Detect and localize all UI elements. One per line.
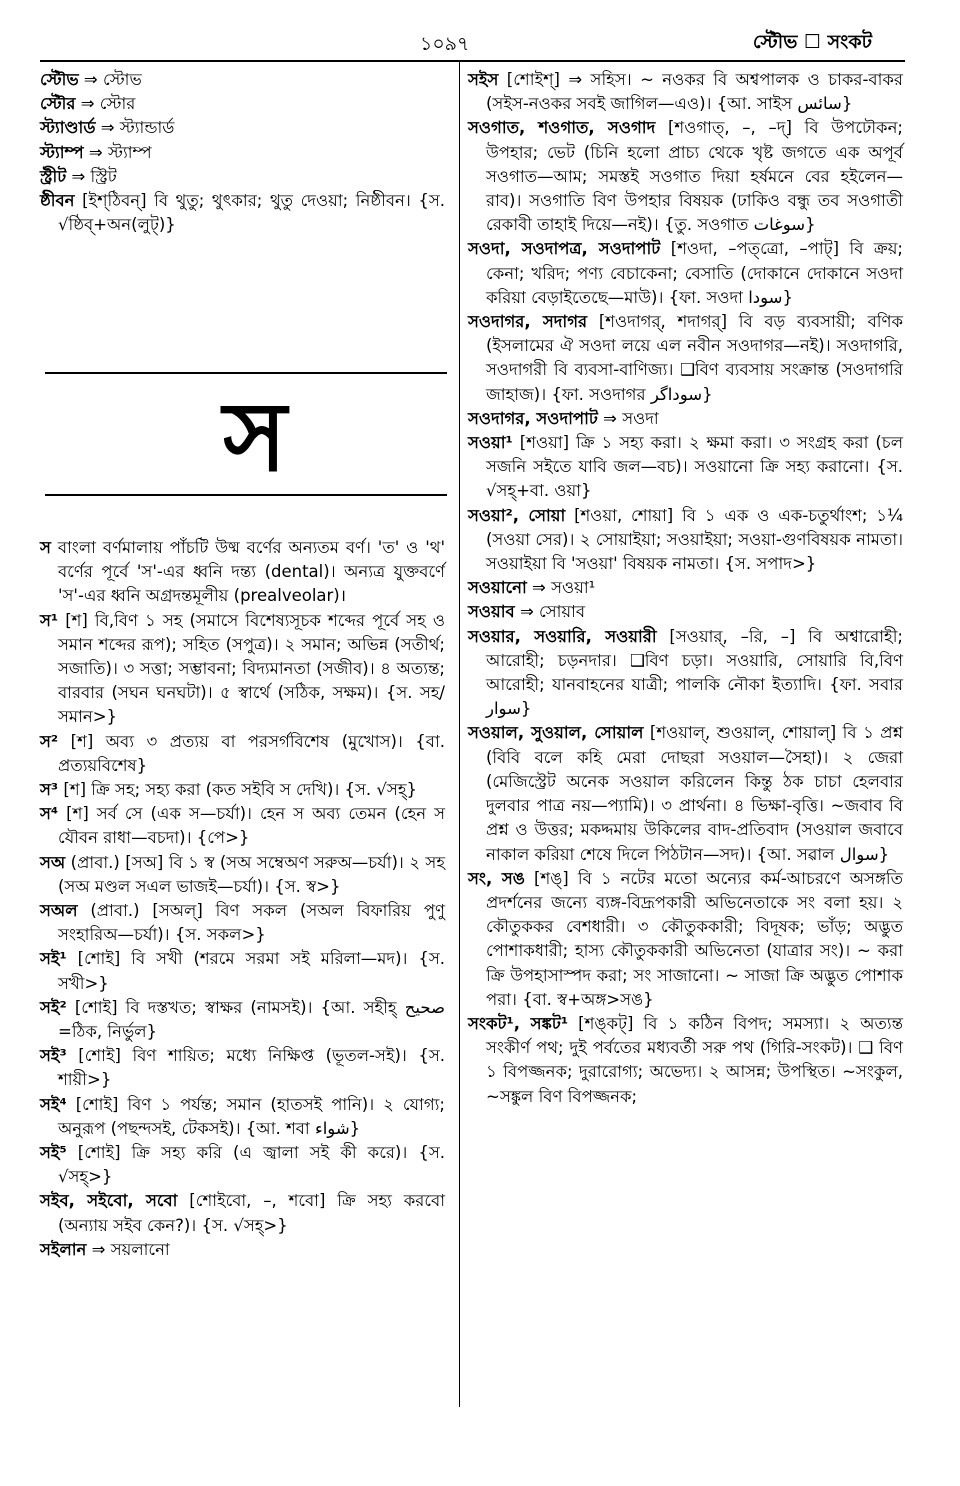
definition: ⇒ স্ট্যান্ডার্ড xyxy=(95,118,175,138)
definition: [শওদাগর্‌, শদাগর্‌] বি বড় ব্যবসায়ী; বণিক (ইসলামের ঐ সওদা লয়ে এল নবীন সওদাগর—নই)। সওদাগরি, সওদাগরী বি ব্যবসা-বাণিজ্য। ❑বিণ ব্যবসায় সংক্রান্ত (সওদাগরি জাহাজ)। {ফা. সওদাগর سوداگر} xyxy=(486,312,903,404)
headword: সওয়ার, সওয়ারি, সওয়ারী xyxy=(468,626,657,646)
dictionary-entry xyxy=(40,778,445,802)
dictionary-entry xyxy=(468,116,903,237)
left-column-bottom xyxy=(40,536,445,1262)
headword: স্ট্রীট xyxy=(40,166,67,186)
definition: ⇒ সোয়াব xyxy=(514,602,586,622)
definition: [শোই] ক্রি সহ্য করি (এ জ্বালা সই কী করে)। {স. √সহ্‌>} xyxy=(58,1143,445,1187)
definition: [শ] ক্রি সহ; সহ্য করা (কত সইবি স দেখি)। {স. √সহ্‌} xyxy=(58,780,417,800)
headword: সই² xyxy=(40,997,67,1017)
dictionary-entry xyxy=(40,68,445,92)
definition: [শোই] বিণ ১ পর্যন্ত; সমান (হাতসই পানি)। ২ যোগ্য; অনুরূপ (পছন্দসই, টেকসই)। {আ. শবা شواء} xyxy=(58,1094,445,1138)
headword: সওয়া², সোয়া xyxy=(468,505,566,525)
definition: [শোই] বি সখী (শরমে সরমা সই মরিলা—মদ)। {স. সখী>} xyxy=(58,949,445,993)
headword: স³ xyxy=(40,780,59,800)
headword: সঅল xyxy=(40,901,78,921)
dictionary-entry xyxy=(40,165,445,189)
dictionary-entry xyxy=(40,189,445,237)
dictionary-entry xyxy=(468,867,903,1012)
definition: ⇒ স্ট্যাম্প xyxy=(83,142,152,162)
dictionary-entry xyxy=(40,1141,445,1189)
definition: [শওদা, –পত্‌ত্রো, –পাট্‌] বি ক্রয়; কেনা; খরিদ; পণ্য বেচাকেনা; বেসাতি (দোকানে দোকানে সওদা করিয়া বেড়াইতেছে—মাউ)। {ফা. সওদা سودا} xyxy=(486,239,903,307)
definition: [শওগাত্‌, –, –দ্‌] বি উপঢৌকন; উপহার; ভেট (চিনি হলো প্রাচ্য থেকে খৃষ্ট জগতে এক অপূর্ব সওগাত—আম; সমস্তই সওগাত দিয়া হর্ষমনে বের হইলেন—রাব)। সওগাতি বিণ উপহার বিষয়ক (ঢাকিও বন্ধু তব সওগাতী রেকাবী তাহাই দিয়ে—নই)। {তু. সওগাত سوغات} xyxy=(486,118,903,235)
headword: সই³ xyxy=(40,1046,67,1066)
top-rule xyxy=(40,60,905,62)
headword: সই¹ xyxy=(40,949,67,969)
headword: সওয়া¹ xyxy=(468,433,513,453)
definition: [শোইশ্‌] ⇒ সহিস। ~ নওকর বি অশ্বপালক ও চাকর-বাকর (সইস-নওকর সবই জাগিল—এও)। {আ. সাইস سائس} xyxy=(486,70,903,114)
dictionary-entry xyxy=(468,68,903,116)
definition: ⇒ স্ট্রিট xyxy=(66,166,117,186)
definition: [শওয়াল্‌, শুওয়াল্‌, শোয়াল্‌] বি ১ প্রশ্ন (বিবি বলে কহি মেরা দোছরা সওয়াল—সৈহা)। ২ জেরা (মেজিস্ট্রেট অনেক সওয়াল করিলেন কিন্তু ঠক চাচা হেলবার দুলবার পাত্র নয়—প্যামি)। ৩ প্রার্থনা। ৪ ভিক্ষা-বৃত্তি। ~জবাব বি প্রশ্ন ও উত্তর; মকদ্দমায় উকিলের বাদ-প্রতিবাদ (সওয়াল জবাবে নাকাল করিয়া শেষে দিলে পিঠটান—সদ)। {আ. সৱাল سوال} xyxy=(486,723,903,864)
definition: ⇒ স্টোর xyxy=(75,94,136,114)
dictionary-entry xyxy=(40,609,445,730)
headword: সই⁵ xyxy=(40,1143,67,1163)
headword: সঅ xyxy=(40,852,66,872)
dictionary-entry xyxy=(40,1044,445,1092)
definition: (প্রাবা.) [সঅল্‌] বিণ সকল (সঅল বিফারিয় পুণু সংহারিঅ—চর্যা)। {স. সকল>} xyxy=(58,901,445,945)
headword: স্টৌর xyxy=(40,94,76,114)
definition: ⇒ সওয়া¹ xyxy=(526,578,596,598)
definition: [শ] বি,বিণ ১ সহ (সমাসে বিশেষ্যসূচক শব্দের পূর্বে সহ ও সমান শব্দের রূপ); সহিত (সপুত্র)। ২ সমান; অভিন্ন (সতীর্থ; সজাতি)। ৩ সত্তা; সম্ভাবনা; বিদ্যমানতা (সজীব)। ৪ অত্যন্ত; বারবার (সঘন ঘনঘটা)। ৫ স্বার্থে (সঠিক, সক্ষম)। {স. সহ/সমান>} xyxy=(58,610,445,727)
headword: সওদাগর, সওদাপাট xyxy=(468,408,598,428)
headword: সওয়াল, সুওয়াল, সোয়াল xyxy=(468,723,644,743)
dictionary-entry xyxy=(468,1012,903,1109)
left-column-top xyxy=(40,68,445,237)
headword: স⁴ xyxy=(40,804,59,824)
definition: [শওয়া] ক্রি ১ সহ্য করা। ২ ক্ষমা করা। ৩ সংগ্রহ করা (চল সজনি সইতে যাবি জল—বচ)। সওয়ানো ক্রি সহ্য করানো। {স. √সহ্‌+বা. ওয়া} xyxy=(486,433,903,501)
section-rule-bottom xyxy=(45,494,447,496)
definition: ⇒ সওদা xyxy=(597,408,659,428)
definition: [শঙ্‌কট্‌] বি ১ কঠিন বিপদ; সমস্যা। ২ অত্যন্ত সংকীর্ণ পথ; দুই পর্বতের মধ্যবর্তী সরু পথ (গিরি-সংকট)। ❑ বিণ ১ বিপজ্জনক; দুরারোগ্য; অভেদ্য। ২ আসন্ন; উপস্থিত। ~সংকুল, ~সঙ্কুল বিণ বিপজ্জনক; xyxy=(486,1013,904,1106)
headword: স¹ xyxy=(40,610,59,630)
definition: [শওয়া, শোয়া] বি ১ এক ও এক-চতুর্থাংশ; ১¼ (সওয়া সের)। ২ সোয়াইয়া; সওয়াইয়া; সওয়া-গুণবিষয়ক নামতা। সওয়াইয়া বি 'সওয়া' বিষয়ক নামতা। {স. সপাদ>} xyxy=(486,505,904,574)
headword: সইলান xyxy=(40,1239,87,1259)
headword: স্ট্যাণ্ডার্ড xyxy=(40,118,96,138)
headword: স xyxy=(40,538,51,557)
headword: সওদা, সওদাপত্র, সওদাপাট xyxy=(468,239,661,259)
dictionary-entry xyxy=(40,851,445,899)
definition: ⇒ সয়লানো xyxy=(86,1239,170,1259)
dictionary-entry xyxy=(468,310,903,407)
right-column xyxy=(468,68,903,1109)
definition: ⇒ স্টোভ xyxy=(78,70,142,89)
dictionary-entry xyxy=(40,92,445,116)
headword: সইব, সইবো, সবো xyxy=(40,1191,178,1211)
dictionary-entry xyxy=(40,116,445,140)
definition: বাংলা বর্ণমালায় পাঁচটি উষ্ম বর্ণের অন্যতম বর্ণ। 'ত' ও 'থ' বর্ণের পূর্বে 'স'-এর ধ্বনি দন্ত্য (dental)। অন্যত্র যুক্তবর্ণে 'স'-এর ধ্বনি অগ্রদন্তমূলীয় (prealveolar)। xyxy=(50,538,445,606)
section-rule-top xyxy=(45,372,447,374)
definition: [শ] সর্ব সে (এক স—চর্যা)। হেন স অব্য তেমন (হেন স যৌবন রাধা—বচদা)। {পে>} xyxy=(58,804,445,848)
dictionary-entry xyxy=(40,1093,445,1141)
section-letter: স xyxy=(223,381,287,493)
headword: স² xyxy=(40,731,59,751)
dictionary-entry xyxy=(468,504,903,577)
page-number: ১০৯৭ xyxy=(420,33,470,55)
dictionary-entry xyxy=(40,536,445,609)
headword: ষ্ঠীবন xyxy=(40,191,75,211)
running-head: স্টৌভ ☐ সংকট xyxy=(752,31,872,53)
column-divider xyxy=(459,62,460,1407)
dictionary-entry xyxy=(40,141,445,165)
headword: স্টৌভ xyxy=(40,70,79,89)
dictionary-entry xyxy=(40,1189,445,1237)
dictionary-entry xyxy=(40,996,445,1044)
dictionary-entry xyxy=(468,625,903,722)
headword: সওগাত, শওগাত, সওগাদ xyxy=(468,118,656,138)
dictionary-entry xyxy=(40,947,445,995)
dictionary-entry xyxy=(468,721,903,866)
definition: [সওয়ার্‌, –রি, –] বি অশ্বারোহী; আরোহী; চড়নদার। ❑বিণ চড়া। সওয়ারি, সোয়ারি বি,বিণ আরোহী; যানবাহনের যাত্রী; পালকি নৌকা ইত্যাদি। {ফা. সবার سوار} xyxy=(486,626,903,719)
definition: (প্রাবা.) [সঅ] বি ১ স্ব (সঅ সম্বেঅণ সরুঅ—চর্যা)। ২ সহ (সঅ মণ্ডল সএল ভাজই—চর্যা)। {স. স্ব>} xyxy=(58,852,445,896)
dictionary-entry xyxy=(40,730,445,778)
definition: [শঙ্‌] বি ১ নটের মতো অন্যের কর্ম-আচরণে অসঙ্গতি প্রদর্শনের জন্যে ব্যঙ্গ-বিদ্রূপকারী অভিনেতাকে সং বলা হয়। ২ কৌতুককর বেশধারী। ৩ কৌতুককারী; বিদূষক; ভাঁড়; অদ্ভুত পোশাকধারী; হাস্য কৌতুককারী অভিনেতা (যাত্রার সং)। ~ করা ক্রি উপহাসাস্পদ করা; সং সাজানো। ~ সাজা ক্রি অদ্ভুত পোশাক পরা। {বা. স্ব+অঙ্গ>সঙ} xyxy=(486,868,903,1009)
definition: [শোই] বিণ শায়িত; মধ্যে নিক্ষিপ্ত (ভূতল-সই)। {স. শায়ী>} xyxy=(58,1046,445,1090)
definition: [শ] অব্য ৩ প্রত্যয় বা পরসর্গবিশেষ (মুখোস)। {বা. প্রত্যয়বিশেষ} xyxy=(58,731,445,775)
definition: [শোইবো, –, শবো] ক্রি সহ্য করবো (অন্যায় সইব কেন?)। {স. √সহ্‌>} xyxy=(58,1191,445,1235)
dictionary-entry xyxy=(468,237,903,310)
dictionary-entry xyxy=(468,600,903,624)
dictionary-entry xyxy=(40,1238,445,1262)
headword: সওয়াব xyxy=(468,602,515,622)
headword: সংকট¹, সঙ্কট¹ xyxy=(468,1013,569,1033)
dictionary-entry xyxy=(468,431,903,504)
definition: [ইশ্‌ঠিবন্‌] বি থুতু; থুৎকার; থুতু দেওয়া; নিষ্ঠীবন। {স. √ষ্ঠিব্‌+অন(লুট্‌)} xyxy=(58,191,445,235)
headword: সইস xyxy=(468,70,499,89)
dictionary-entry xyxy=(40,899,445,947)
headword: সং, সঙ xyxy=(468,868,525,888)
headword: স্ট্যাম্প xyxy=(40,142,84,162)
headword: সওদাগর, সদাগর xyxy=(468,312,588,332)
dictionary-entry xyxy=(468,576,903,600)
headword: সওয়ানো xyxy=(468,578,527,598)
headword: সই⁴ xyxy=(40,1094,67,1114)
dictionary-entry xyxy=(468,407,903,431)
dictionary-entry xyxy=(40,802,445,850)
definition: [শোই] বি দস্তখত; স্বাক্ষর (নামসই)। {আ. সহীহ্‌ صحيح =ঠিক, নির্ভুল} xyxy=(58,997,445,1042)
